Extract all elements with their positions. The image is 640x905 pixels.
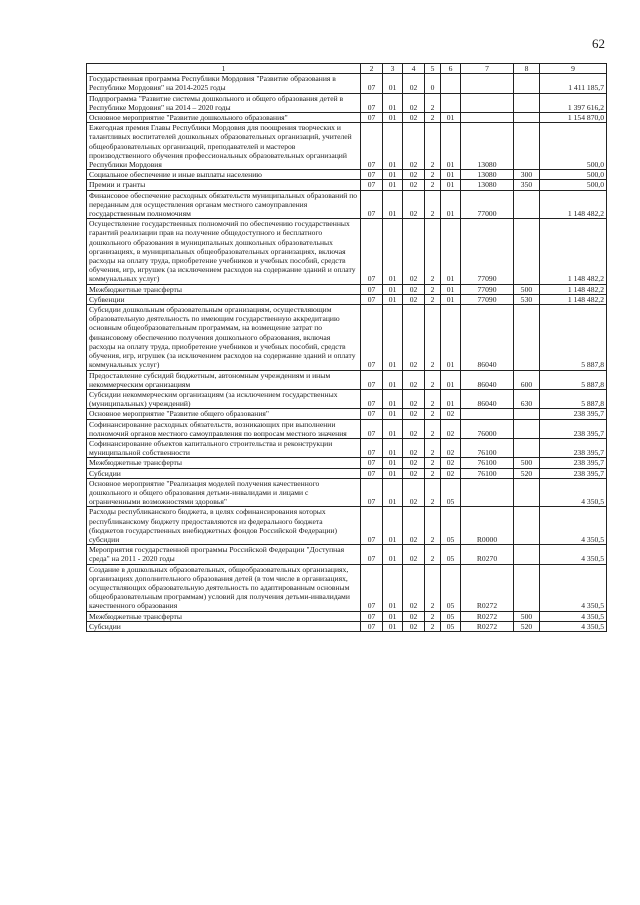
amount-value: 4 350,5 (540, 564, 607, 611)
expense-type-code (514, 478, 540, 507)
amount-value: 4 350,5 (540, 611, 607, 621)
table-row (87, 621, 607, 631)
row-name: Субсидии некоммерческим организациям (за исключением государственных (муниципальных) учреждений) (87, 389, 361, 408)
target-article-code: R0272 (461, 611, 514, 621)
subsection-code: 01 (383, 389, 403, 408)
column-header: 3 (383, 64, 403, 74)
table-row (87, 409, 607, 419)
row-name: Осуществление государственных полномочий по обеспечению государственных гарантий реализации прав на получение общедоступного и бесплатного дошкольного образования в муниципальных дошкольных образовательных организациях, в муниципальных общеобразовательных организациях, включая расходы на оплату труда, приобретение учебников и учебных пособий, средств обучения, игр, игрушек (за исключением расходов на содержание зданий и оплату коммунальных услуг) (87, 219, 361, 284)
subprogram-code: 2 (425, 438, 441, 457)
subprogram-code: 2 (425, 284, 441, 294)
target-article-code (461, 478, 514, 507)
subsection-code: 01 (383, 170, 403, 180)
event-code: 01 (441, 180, 461, 190)
program-code: 02 (403, 438, 425, 457)
event-code: 05 (441, 621, 461, 631)
target-article-code: 86040 (461, 389, 514, 408)
row-name: Основное мероприятие "Развитие общего образования" (87, 409, 361, 419)
amount-value: 4 350,5 (540, 507, 607, 545)
event-code: 01 (441, 284, 461, 294)
program-code: 02 (403, 507, 425, 545)
program-code: 02 (403, 370, 425, 389)
section-code: 07 (361, 294, 383, 304)
row-name: Мероприятия государственной программы Российской Федерации "Доступная среда" на 2011 - 2020 годы (87, 545, 361, 564)
amount-value: 5 887,8 (540, 305, 607, 370)
subprogram-code: 2 (425, 370, 441, 389)
subsection-code: 01 (383, 180, 403, 190)
row-name: Премии и гранты (87, 180, 361, 190)
program-code: 02 (403, 419, 425, 438)
amount-value: 1 397 616,2 (540, 93, 607, 112)
event-code: 01 (441, 370, 461, 389)
program-code: 02 (403, 545, 425, 564)
subsection-code: 01 (383, 438, 403, 457)
expense-type-code: 500 (514, 458, 540, 468)
row-name: Предоставление субсидий бюджетным, автономным учреждениям и иным некоммерческим организациям (87, 370, 361, 389)
expense-type-code (514, 564, 540, 611)
subsection-code: 01 (383, 370, 403, 389)
row-name: Субвенции (87, 294, 361, 304)
target-article-code: 76100 (461, 468, 514, 478)
row-name: Межбюджетные трансферты (87, 611, 361, 621)
expense-type-code: 500 (514, 284, 540, 294)
subprogram-code: 2 (425, 611, 441, 621)
subprogram-code: 2 (425, 545, 441, 564)
section-code: 07 (361, 468, 383, 478)
subprogram-code: 2 (425, 123, 441, 170)
amount-value: 500,0 (540, 123, 607, 170)
event-code: 01 (441, 113, 461, 123)
subsection-code: 01 (383, 545, 403, 564)
target-article-code: 86040 (461, 305, 514, 370)
table-row (87, 305, 607, 370)
section-code: 07 (361, 113, 383, 123)
amount-value: 4 350,5 (540, 621, 607, 631)
amount-value: 238 395,7 (540, 468, 607, 478)
subsection-code: 01 (383, 409, 403, 419)
target-article-code: 13080 (461, 123, 514, 170)
subsection-code: 01 (383, 74, 403, 93)
amount-value: 238 395,7 (540, 458, 607, 468)
event-code: 05 (441, 507, 461, 545)
table-row (87, 93, 607, 112)
subprogram-code: 2 (425, 507, 441, 545)
amount-value: 4 350,5 (540, 478, 607, 507)
subprogram-code: 2 (425, 305, 441, 370)
budget-table (86, 63, 607, 632)
program-code: 02 (403, 284, 425, 294)
subsection-code: 01 (383, 123, 403, 170)
row-name: Основное мероприятие "Развитие дошкольного образования" (87, 113, 361, 123)
event-code: 01 (441, 170, 461, 180)
section-code: 07 (361, 123, 383, 170)
expense-type-code: 630 (514, 389, 540, 408)
event-code: 01 (441, 294, 461, 304)
column-header: 2 (361, 64, 383, 74)
row-name: Субсидии (87, 621, 361, 631)
subsection-code: 01 (383, 507, 403, 545)
column-header: 6 (441, 64, 461, 74)
amount-value: 500,0 (540, 170, 607, 180)
table-row (87, 370, 607, 389)
table-row (87, 113, 607, 123)
section-code: 07 (361, 507, 383, 545)
program-code: 02 (403, 74, 425, 93)
row-name: Создание в дошкольных образовательных, общеобразовательных организациях, организациях дополнительного образования детей (в том числе в организациях, осуществляющих образовательную деятельность по адаптированным основным общеобразовательным программам) условий для получения детьми-инвалидами качественного образования (87, 564, 361, 611)
target-article-code: 77090 (461, 294, 514, 304)
program-code: 02 (403, 113, 425, 123)
table-row (87, 74, 607, 93)
section-code: 07 (361, 190, 383, 219)
column-header: 7 (461, 64, 514, 74)
section-code: 07 (361, 458, 383, 468)
event-code: 02 (441, 468, 461, 478)
row-name: Софинансирование расходных обязательств, возникающих при выполнении полномочий органов местного самоуправления по вопросам местного значения (87, 419, 361, 438)
program-code: 02 (403, 611, 425, 621)
row-name: Подпрограмма "Развитие системы дошкольного и общего образования детей в Республике Мордовия" на 2014 – 2020 годы (87, 93, 361, 112)
section-code: 07 (361, 438, 383, 457)
subsection-code: 01 (383, 305, 403, 370)
table-row (87, 294, 607, 304)
row-name: Основное мероприятие "Реализация моделей получения качественного дошкольного и общего образования детьми-инвалидами и лицами с ограниченными возможностями здоровья" (87, 478, 361, 507)
target-article-code (461, 113, 514, 123)
row-name: Ежегодная премия Главы Республики Мордовия для поощрения творческих и талантливых воспитателей дошкольных образовательных организаций, учителей общеобразовательных организаций, преподавателей и мастеров производственного обучения профессиональных образовательных организаций Республики Мордовия (87, 123, 361, 170)
section-code: 07 (361, 180, 383, 190)
row-name: Финансовое обеспечение расходных обязательств муниципальных образований по переданным для осуществления органам местного самоуправления государственным полномочиям (87, 190, 361, 219)
target-article-code: R0272 (461, 564, 514, 611)
amount-value: 238 395,7 (540, 409, 607, 419)
section-code: 07 (361, 284, 383, 294)
amount-value: 1 148 482,2 (540, 190, 607, 219)
subprogram-code: 2 (425, 458, 441, 468)
target-article-code: 77090 (461, 219, 514, 284)
program-code: 02 (403, 294, 425, 304)
amount-value: 1 148 482,2 (540, 284, 607, 294)
subprogram-code: 2 (425, 409, 441, 419)
subsection-code: 01 (383, 564, 403, 611)
program-code: 02 (403, 219, 425, 284)
program-code: 02 (403, 180, 425, 190)
subprogram-code: 2 (425, 621, 441, 631)
subprogram-code: 0 (425, 74, 441, 93)
subsection-code: 01 (383, 190, 403, 219)
table-row (87, 190, 607, 219)
table-row (87, 284, 607, 294)
column-header: 9 (540, 64, 607, 74)
event-code: 02 (441, 458, 461, 468)
section-code: 07 (361, 545, 383, 564)
subsection-code: 01 (383, 113, 403, 123)
amount-value: 1 154 870,0 (540, 113, 607, 123)
subprogram-code: 2 (425, 180, 441, 190)
subprogram-code: 2 (425, 564, 441, 611)
subsection-code: 01 (383, 284, 403, 294)
target-article-code (461, 93, 514, 112)
section-code: 07 (361, 305, 383, 370)
expense-type-code: 600 (514, 370, 540, 389)
section-code: 07 (361, 93, 383, 112)
row-name: Субсидии (87, 468, 361, 478)
row-name: Софинансирование объектов капитального строительства и реконструкции муниципальной собственности (87, 438, 361, 457)
subsection-code: 01 (383, 458, 403, 468)
table-row (87, 123, 607, 170)
table-row (87, 458, 607, 468)
event-code: 01 (441, 305, 461, 370)
subsection-code: 01 (383, 621, 403, 631)
row-name: Расходы республиканского бюджета, в целях софинансирования которых республиканскому бюджету предоставляются из федерального бюджета (бюджетов государственных внебюджетных фондов Российской Федерации) субсидии (87, 507, 361, 545)
subprogram-code: 2 (425, 389, 441, 408)
program-code: 02 (403, 93, 425, 112)
subsection-code: 01 (383, 219, 403, 284)
target-article-code: 13080 (461, 180, 514, 190)
section-code: 07 (361, 621, 383, 631)
expense-type-code: 520 (514, 621, 540, 631)
section-code: 07 (361, 389, 383, 408)
subprogram-code: 2 (425, 93, 441, 112)
expense-type-code: 300 (514, 170, 540, 180)
target-article-code: 77090 (461, 284, 514, 294)
event-code: 05 (441, 478, 461, 507)
program-code: 02 (403, 458, 425, 468)
event-code: 01 (441, 219, 461, 284)
expense-type-code (514, 93, 540, 112)
column-header: 4 (403, 64, 425, 74)
table-row (87, 611, 607, 621)
event-code: 01 (441, 190, 461, 219)
table-row (87, 507, 607, 545)
target-article-code: 13080 (461, 170, 514, 180)
section-code: 07 (361, 370, 383, 389)
section-code: 07 (361, 611, 383, 621)
expense-type-code (514, 438, 540, 457)
target-article-code (461, 74, 514, 93)
subprogram-code: 2 (425, 419, 441, 438)
table-row (87, 219, 607, 284)
program-code: 02 (403, 190, 425, 219)
row-name: Межбюджетные трансферты (87, 284, 361, 294)
target-article-code: 77000 (461, 190, 514, 219)
program-code: 02 (403, 409, 425, 419)
expense-type-code (514, 190, 540, 219)
expense-type-code (514, 74, 540, 93)
expense-type-code (514, 545, 540, 564)
table-row (87, 170, 607, 180)
subsection-code: 01 (383, 478, 403, 507)
subprogram-code: 2 (425, 478, 441, 507)
event-code: 05 (441, 564, 461, 611)
row-name: Межбюджетные трансферты (87, 458, 361, 468)
column-header: 1 (87, 64, 361, 74)
expense-type-code (514, 305, 540, 370)
subprogram-code: 2 (425, 468, 441, 478)
subsection-code: 01 (383, 93, 403, 112)
target-article-code (461, 409, 514, 419)
row-name: Социальное обеспечение и иные выплаты населению (87, 170, 361, 180)
target-article-code: 76100 (461, 438, 514, 457)
expense-type-code: 530 (514, 294, 540, 304)
expense-type-code (514, 507, 540, 545)
table-row (87, 478, 607, 507)
expense-type-code: 350 (514, 180, 540, 190)
table-header-row (87, 64, 607, 74)
expense-type-code (514, 219, 540, 284)
table-row (87, 438, 607, 457)
amount-value: 500,0 (540, 180, 607, 190)
event-code: 02 (441, 419, 461, 438)
program-code: 02 (403, 305, 425, 370)
target-article-code: 76000 (461, 419, 514, 438)
target-article-code: R0000 (461, 507, 514, 545)
row-name: Субсидии дошкольным образовательным организациям, осуществляющим образовательную деятельность по имеющим государственную аккредитацию основным общеобразовательным программам, на возмещение затрат по финансовому обеспечению получения дошкольного образования, включая расходы на оплату труда, приобретение учебников и учебных пособий, средств обучения, игр, игрушек (за исключением расходов на содержание зданий и оплату коммунальных услуг) (87, 305, 361, 370)
table-row (87, 545, 607, 564)
section-code: 07 (361, 478, 383, 507)
event-code: 02 (441, 438, 461, 457)
expense-type-code: 520 (514, 468, 540, 478)
row-name: Государственная программа Республики Мордовия "Развитие образования в Республике Мордовия" на 2014-2025 годы (87, 74, 361, 93)
subsection-code: 01 (383, 294, 403, 304)
program-code: 02 (403, 478, 425, 507)
subprogram-code: 2 (425, 219, 441, 284)
column-header: 8 (514, 64, 540, 74)
section-code: 07 (361, 170, 383, 180)
subprogram-code: 2 (425, 170, 441, 180)
subsection-code: 01 (383, 611, 403, 621)
target-article-code: R0270 (461, 545, 514, 564)
amount-value: 1 148 482,2 (540, 294, 607, 304)
amount-value: 5 887,8 (540, 370, 607, 389)
subsection-code: 01 (383, 419, 403, 438)
program-code: 02 (403, 621, 425, 631)
table-row (87, 419, 607, 438)
program-code: 02 (403, 170, 425, 180)
event-code: 01 (441, 123, 461, 170)
table-row (87, 468, 607, 478)
amount-value: 4 350,5 (540, 545, 607, 564)
program-code: 02 (403, 123, 425, 170)
amount-value: 1 148 482,2 (540, 219, 607, 284)
subprogram-code: 2 (425, 294, 441, 304)
target-article-code: 76100 (461, 458, 514, 468)
subsection-code: 01 (383, 468, 403, 478)
amount-value: 1 411 185,7 (540, 74, 607, 93)
event-code: 05 (441, 545, 461, 564)
event-code (441, 74, 461, 93)
expense-type-code (514, 409, 540, 419)
section-code: 07 (361, 409, 383, 419)
section-code: 07 (361, 219, 383, 284)
expense-type-code (514, 113, 540, 123)
table-row (87, 389, 607, 408)
subprogram-code: 2 (425, 113, 441, 123)
target-article-code: 86040 (461, 370, 514, 389)
event-code: 01 (441, 389, 461, 408)
amount-value: 238 395,7 (540, 419, 607, 438)
section-code: 07 (361, 74, 383, 93)
event-code (441, 93, 461, 112)
table-row (87, 564, 607, 611)
program-code: 02 (403, 564, 425, 611)
program-code: 02 (403, 468, 425, 478)
expense-type-code (514, 123, 540, 170)
expense-type-code (514, 419, 540, 438)
section-code: 07 (361, 419, 383, 438)
amount-value: 5 887,8 (540, 389, 607, 408)
target-article-code: R0272 (461, 621, 514, 631)
program-code: 02 (403, 389, 425, 408)
column-header: 5 (425, 64, 441, 74)
event-code: 02 (441, 409, 461, 419)
table-row (87, 180, 607, 190)
subprogram-code: 2 (425, 190, 441, 219)
event-code: 05 (441, 611, 461, 621)
section-code: 07 (361, 564, 383, 611)
page-number: 62 (592, 36, 605, 51)
amount-value: 238 395,7 (540, 438, 607, 457)
expense-type-code: 500 (514, 611, 540, 621)
